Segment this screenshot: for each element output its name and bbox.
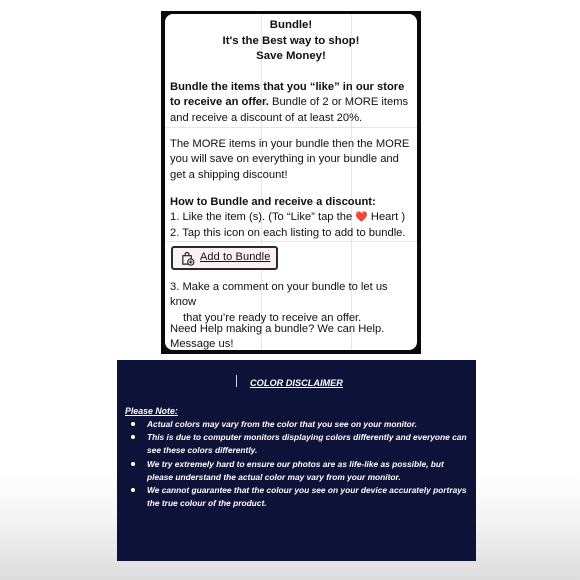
bundle-intro-rest: Bundle of 2 or MORE items and receive a discount of at least 20%. [170, 96, 409, 124]
how-to-bundle-section [170, 195, 413, 241]
add-to-bundle-button[interactable] [171, 246, 278, 270]
heart-icon: ❤️ [355, 212, 368, 224]
disclaimer-title: COLOR DISCLAIMER [250, 378, 343, 388]
help-line: Need Help making a bundle? We can Help. [170, 323, 385, 335]
bullet-icon [131, 435, 135, 439]
list-item [131, 418, 470, 431]
step-3-text-cont: that you’re ready to receive an offer. [183, 311, 362, 324]
grid-overlay-line [165, 127, 417, 128]
list-item-text: We try extremely hard to ensure our photos are as life-like as possible, but please understand the actual color may vary from your monitor. [147, 458, 444, 482]
list-item-text: Actual colors may vary from the color that you see on your monitor. [147, 419, 417, 429]
list-item-text: This is due to computer monitors displaying colors differently and everyone can see these colors differently. [147, 432, 467, 456]
bullet-icon [131, 462, 135, 466]
headline-line: Bundle! [269, 19, 313, 31]
step-1 [170, 211, 405, 223]
bullet-icon [131, 488, 135, 492]
step-3-text: 3. Make a comment on your bundle to let us know [170, 281, 388, 309]
disclaimer-list [131, 418, 470, 510]
list-item [131, 484, 470, 510]
shopping-bag-plus-icon [180, 251, 195, 266]
help-text [170, 322, 413, 350]
headline-line: It's the Best way to shop! [222, 34, 360, 47]
bundle-info-card [165, 14, 417, 350]
step-2: 2. Tap this icon on each listing to add to bundle. [170, 226, 406, 239]
bullet-icon [131, 422, 135, 426]
bundle-intro-text [170, 80, 413, 126]
list-item [131, 458, 470, 484]
color-disclaimer-panel [117, 360, 476, 561]
help-message-line: Message us! [170, 338, 234, 350]
bundle-intro-bold: Bundle the items that you “like” in our store to receive an offer. [170, 81, 405, 109]
how-to-bundle-title: How to Bundle and receive a discount: [170, 196, 376, 208]
bundle-more-text: The MORE items in your bundle then the MORE you will save on everything in your bundle and get a shipping discount! [170, 138, 410, 181]
please-note-label: Please Note: [125, 406, 178, 416]
bundle-headline [165, 18, 417, 65]
add-to-bundle-label: Add to Bundle [200, 251, 271, 264]
step-1-text-end: Heart ) [367, 211, 406, 224]
headline-line: Save Money! [256, 50, 326, 62]
step-1-text: 1. Like the item (s). (To “Like” tap the [170, 211, 356, 224]
list-item [131, 431, 470, 457]
bundle-info-frame [161, 11, 421, 354]
list-item-text: We cannot guarantee that the colour you see on your device accurately portrays the true colour of the product. [147, 485, 467, 509]
step-3 [170, 280, 413, 326]
